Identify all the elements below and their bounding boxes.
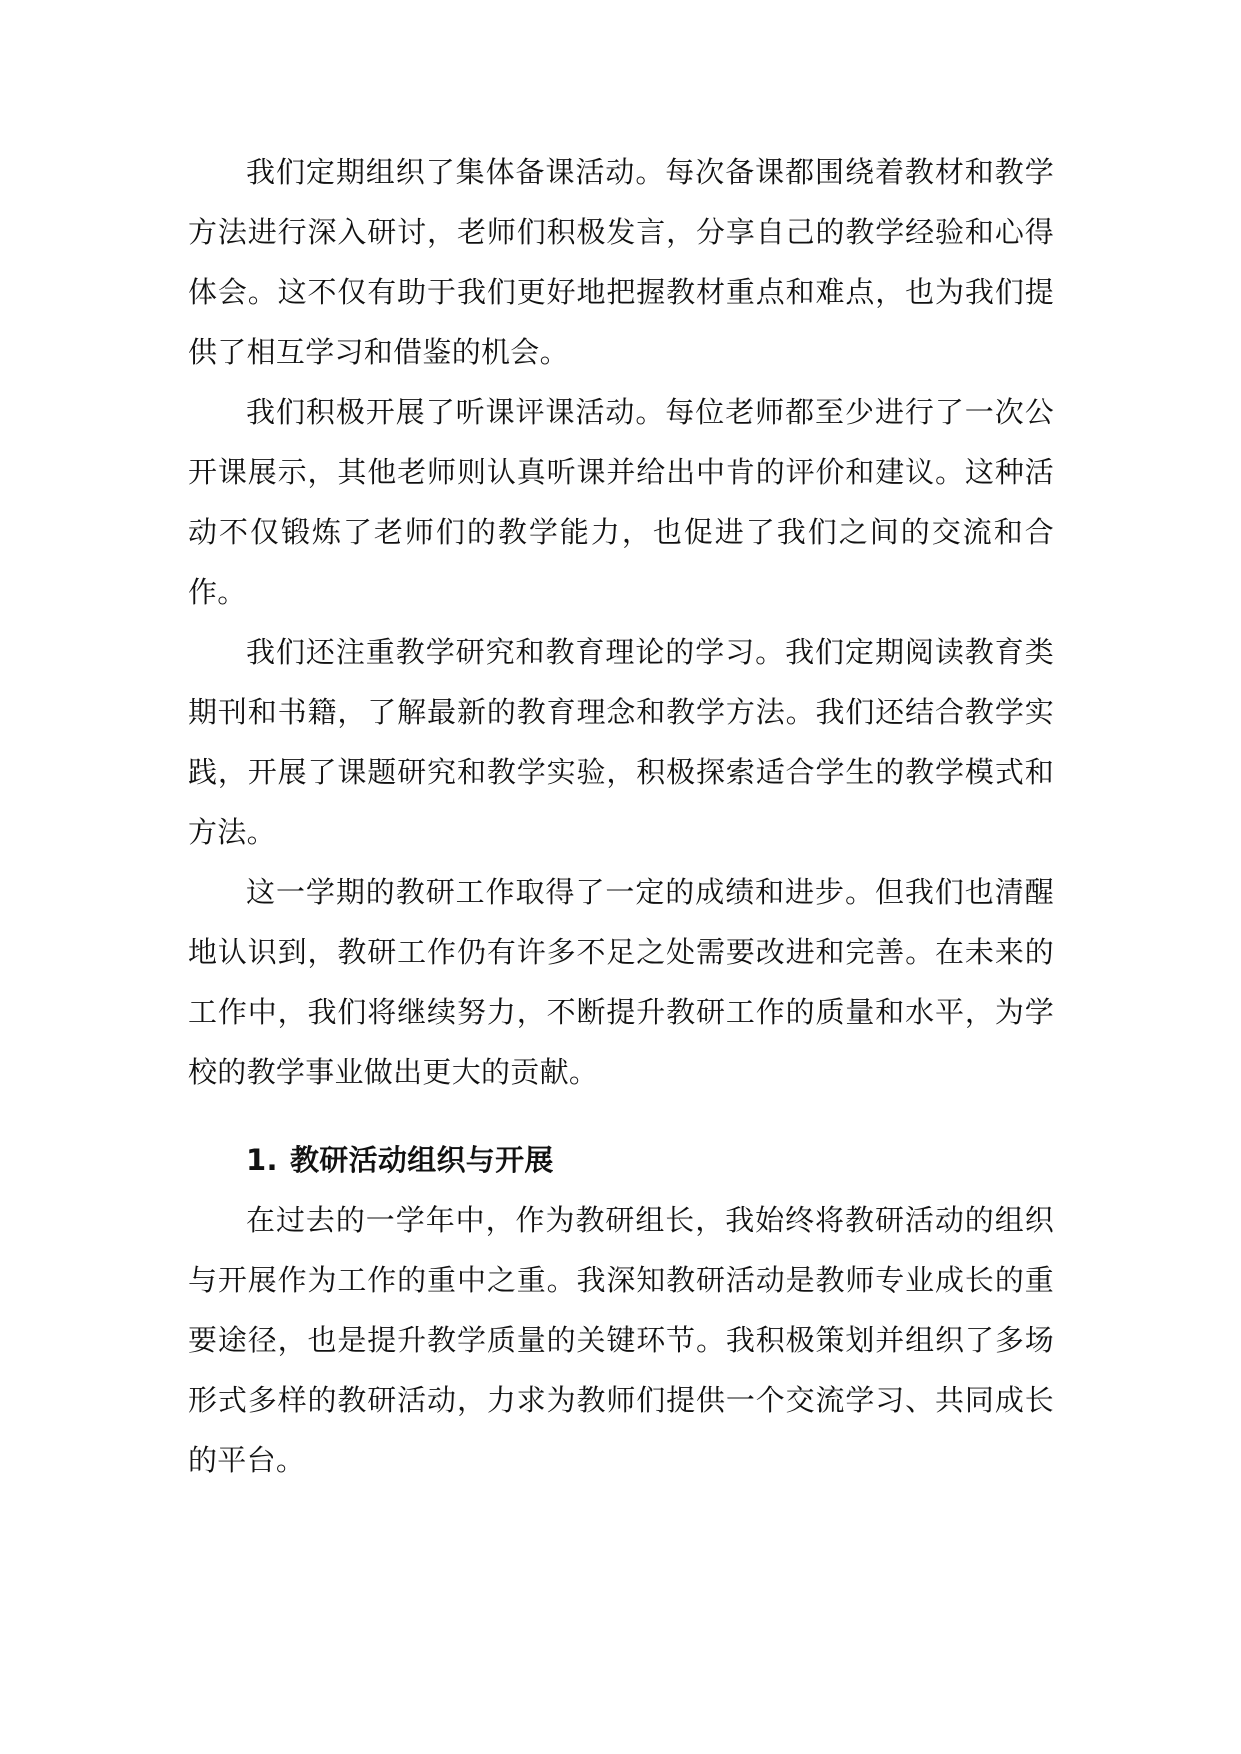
- section-title: 教研活动组织与开展: [290, 1143, 554, 1177]
- paragraph-lesson-observation: 我们积极开展了听课评课活动。每位老师都至少进行了一次公开课展示，其他老师则认真听课并给出中肯的评价和建议。这种活动不仅锻炼了老师们的教学能力，也促进了我们之间的交流和合作。: [188, 395, 1054, 609]
- paragraph-teaching-research: 我们还注重教学研究和教育理论的学习。我们定期阅读教育类期刊和书籍，了解最新的教育理念和教学方法。我们还结合教学实践，开展了课题研究和教学实验，积极探索适合学生的教学模式和方法。: [188, 635, 1054, 849]
- section-number: 1.: [246, 1143, 278, 1177]
- paragraph-section-intro: 在过去的一学年中，作为教研组长，我始终将教研活动的组织与开展作为工作的重中之重。我深知教研活动是教师专业成长的重要途径，也是提升教学质量的关键环节。我积极策划并组织了多场形式多样的教研活动，力求为教师们提供一个交流学习、共同成长的平台。: [188, 1203, 1054, 1477]
- paragraph-collective-lesson-prep: 我们定期组织了集体备课活动。每次备课都围绕着教材和教学方法进行深入研讨，老师们积极发言，分享自己的教学经验和心得体会。这不仅有助于我们更好地把握教材重点和难点，也为我们提供了相互学习和借鉴的机会。: [188, 155, 1054, 369]
- section-heading: [188, 1130, 1054, 1190]
- document-body: [188, 142, 1054, 1490]
- paragraph-semester-summary: 这一学期的教研工作取得了一定的成绩和进步。但我们也清醒地认识到，教研工作仍有许多不足之处需要改进和完善。在未来的工作中，我们将继续努力，不断提升教研工作的质量和水平，为学校的教学事业做出更大的贡献。: [188, 875, 1054, 1089]
